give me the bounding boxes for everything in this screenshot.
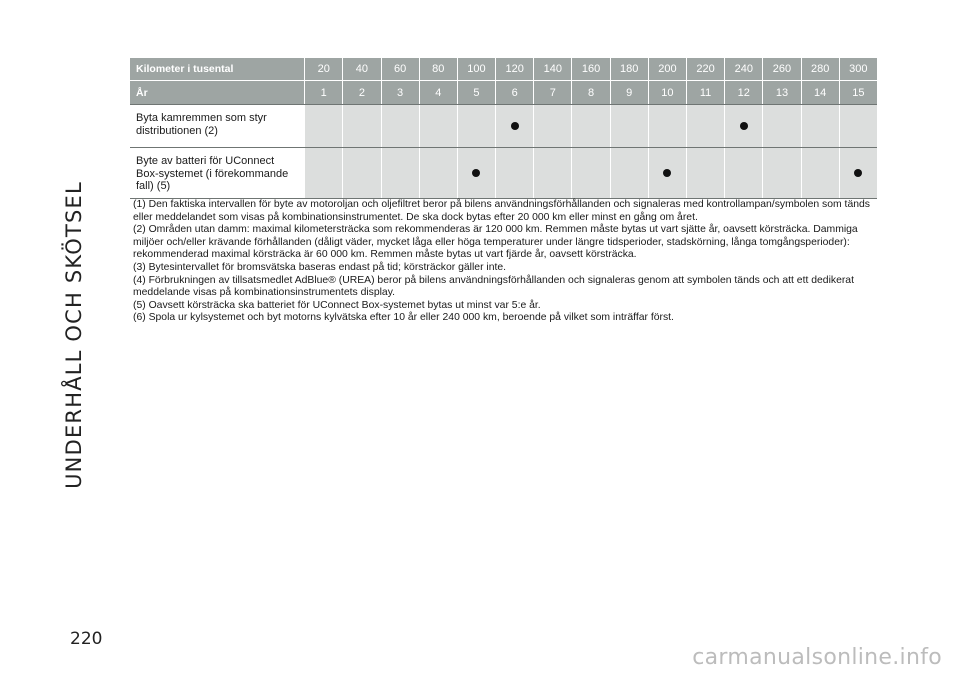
table-row [130,148,877,199]
interval-cell [610,105,648,147]
km-cell: 60 [381,58,419,80]
interval-cell [801,105,839,147]
km-cell: 40 [342,58,380,80]
interval-cell [724,105,762,147]
year-cell: 3 [381,81,419,104]
interval-cell [419,148,457,198]
year-cell: 11 [686,81,724,104]
interval-cell [648,105,686,147]
km-cell: 260 [762,58,800,80]
year-cell: 12 [724,81,762,104]
service-dot-icon [854,169,862,177]
year-cell: 1 [304,81,342,104]
interval-cell [839,148,877,198]
row-label: Byta kamremmen som styr distributionen (2) [130,105,304,147]
year-cell: 5 [457,81,495,104]
interval-cell [457,148,495,198]
interval-cell [495,148,533,198]
service-dot-icon [472,169,480,177]
interval-cell [419,105,457,147]
interval-cell [304,148,342,198]
footnotes [133,199,873,325]
km-cell: 180 [610,58,648,80]
year-cell: 13 [762,81,800,104]
interval-cell [762,148,800,198]
km-cell: 160 [571,58,609,80]
km-cell: 220 [686,58,724,80]
km-cell: 200 [648,58,686,80]
footnote: (1) Den faktiska intervallen för byte av motoroljan och oljefiltret beror på bilens användningsförhållanden och signaleras med kontrollampan/symbolen som tänds eller meddelandet som visas på kombinationsinstrumentet. De ska dock bytas efter 20 000 km eller minst en gång om året. [133,199,870,223]
interval-cell [457,105,495,147]
year-header-label: År [136,86,148,99]
km-cell: 280 [801,58,839,80]
year-cell: 9 [610,81,648,104]
interval-cell [648,148,686,198]
footnote: (3) Bytesintervallet för bromsvätska baseras endast på tid; körsträckor gäller inte. [133,261,507,273]
interval-cell [381,148,419,198]
km-cell: 120 [495,58,533,80]
km-cell: 100 [457,58,495,80]
km-header-label: Kilometer i tusental [136,63,234,75]
interval-cell [724,148,762,198]
interval-cell [495,105,533,147]
year-cell: 6 [495,81,533,104]
section-title-vertical: UNDERHÅLL OCH SKÖTSEL [62,181,86,489]
km-header-row [130,58,877,81]
interval-cell [571,105,609,147]
service-dot-icon [740,122,748,130]
year-cell: 2 [342,81,380,104]
km-cell: 240 [724,58,762,80]
footnote: (6) Spola ur kylsystemet och byt motorns kylvätska efter 10 år eller 240 000 km, beroende på vilket som inträffar först. [133,312,674,324]
interval-cell [839,105,877,147]
interval-cell [381,105,419,147]
interval-cell [610,148,648,198]
year-cell: 4 [419,81,457,104]
watermark: carmanualsonline.info [692,645,942,670]
year-cell: 10 [648,81,686,104]
interval-cell [686,105,724,147]
page-number: 220 [70,629,103,649]
interval-cell [342,148,380,198]
interval-cell [533,105,571,147]
footnote: (4) Förbrukningen av tillsatsmedlet AdBlue® (UREA) beror på bilens användningsförhållanden och signaleras genom att symbolen tänds och att ett dedikerat meddelande visas på kombinationsinstrumentets display. [133,274,854,299]
interval-cell [571,148,609,198]
footnote: (5) Oavsett körsträcka ska batteriet för UConnect Box-systemet bytas ut minst var 5:e år. [133,299,541,311]
year-cell: 8 [571,81,609,104]
footnote: (2) Områden utan damm: maximal kilometersträcka som rekommenderas är 120 000 km. Remmen måste bytas ut vart sjätte år, oavsett körsträcka. Dammiga miljöer och/eller krävande förhållanden (dåligt väder, mycket låga eller höga temperaturer under längre tidsperioder, stadskörning, långa tomgångsperioder): rekommenderad maximal körsträcka är 60 000 km. Remmen måste bytas ut vart fjärde år, oavsett körsträcka. [133,224,858,261]
year-cell: 14 [801,81,839,104]
km-cell: 20 [304,58,342,80]
table-row [130,105,877,148]
interval-cell [801,148,839,198]
service-dot-icon [663,169,671,177]
year-cell: 7 [533,81,571,104]
interval-cell [762,105,800,147]
maintenance-table [130,58,877,199]
interval-cell [686,148,724,198]
km-cell: 300 [839,58,877,80]
km-cell: 140 [533,58,571,80]
year-cell: 15 [839,81,877,104]
year-header-row [130,81,877,105]
interval-cell [304,105,342,147]
interval-cell [342,105,380,147]
row-label: Byte av batteri för UConnect Box-systemet (i förekommande fall) (5) [130,148,304,198]
km-cell: 80 [419,58,457,80]
service-dot-icon [511,122,519,130]
interval-cell [533,148,571,198]
